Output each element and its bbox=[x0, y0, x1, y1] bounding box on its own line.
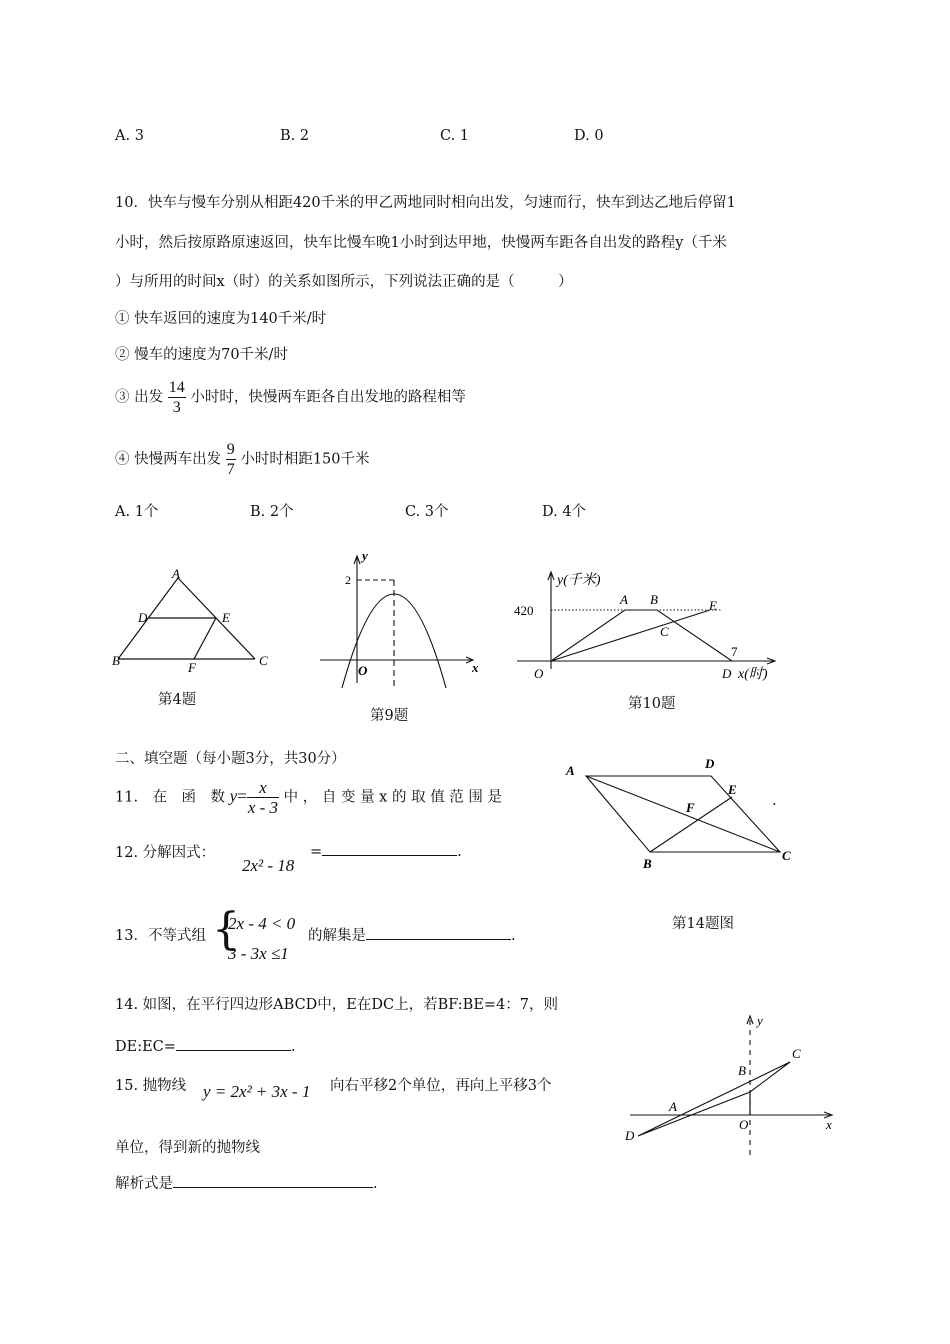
label-y: y bbox=[757, 1013, 763, 1028]
q9-option-c: C. 1 bbox=[440, 128, 470, 144]
q10-line2: 小时，然后按原路原速返回，快车比慢车晚1小时到达甲地，快慢两车距各自出发的路程y（千米 bbox=[115, 235, 727, 251]
fraction-14-3: $\frac{14}{3}$ bbox=[168, 379, 185, 416]
q10-line3: ）与所用的时间x（时）的关系如图所示，下列说法正确的是（ ） bbox=[115, 274, 573, 290]
q15-expression: y = 2x² + 3x - 1 bbox=[203, 1082, 311, 1101]
label-a: A bbox=[566, 763, 575, 778]
label-a: A bbox=[620, 592, 628, 607]
x-axis-label: x(时) bbox=[738, 667, 768, 682]
y-axis-label: y(千米) bbox=[557, 573, 601, 588]
system-brace: { bbox=[212, 904, 240, 955]
q10-option-a: A. 1个 bbox=[115, 504, 159, 520]
q15-line3: 解析式是 . bbox=[115, 1172, 378, 1193]
q10-option-b: B. 2个 bbox=[250, 504, 294, 520]
q13-inequality-2: 3 - 3x ≤1 bbox=[228, 944, 289, 963]
label-b: B bbox=[643, 856, 652, 869]
q14-answer-blank[interactable] bbox=[176, 1036, 291, 1051]
section2-title: 二、填空题（每小题3分，共30分） bbox=[115, 751, 346, 767]
label-c: C bbox=[660, 624, 669, 639]
figure-10 bbox=[512, 564, 792, 686]
q10-line1: 10．快车与慢车分别从相距420千米的甲乙两地同时相向出发，匀速而行，快车到达乙地后停留1 bbox=[115, 195, 736, 211]
q13-label: 13．不等式组 bbox=[115, 928, 206, 944]
label-o: O bbox=[534, 666, 544, 681]
label-y: y bbox=[362, 548, 368, 563]
q11-fraction: $\frac{x}{x - 3}$ bbox=[247, 778, 279, 817]
label-b: B bbox=[650, 592, 658, 607]
fig9-caption: 第9题 bbox=[370, 708, 409, 724]
fraction-9-7: $\frac{9}{7}$ bbox=[226, 441, 235, 478]
label-c: C bbox=[259, 653, 268, 668]
label-c: C bbox=[782, 848, 791, 863]
q10-option-d: D. 4个 bbox=[542, 504, 587, 520]
q13-answer-blank[interactable] bbox=[366, 925, 511, 940]
q9-option-d: D. 0 bbox=[574, 128, 604, 144]
q10-statement-2: ② 慢车的速度为70千米/时 bbox=[115, 347, 288, 363]
label-e: E bbox=[728, 782, 737, 797]
q15-answer-blank[interactable] bbox=[173, 1173, 373, 1188]
q15-line2: 单位，得到新的抛物线 bbox=[115, 1140, 260, 1156]
q15-text: 向右平移2个单位，再向上平移3个 bbox=[330, 1078, 552, 1094]
q13-inequality-1: 2x - 4 < 0 bbox=[228, 914, 296, 933]
label-b: B bbox=[112, 653, 120, 668]
label-c: C bbox=[792, 1046, 801, 1061]
label-o: O bbox=[739, 1117, 749, 1132]
q13-answer: 的解集是 . bbox=[308, 924, 516, 945]
fig14-caption: 第14题图 bbox=[672, 916, 734, 932]
q11-end: . bbox=[772, 793, 777, 809]
fig4-caption: 第4题 bbox=[158, 692, 197, 708]
q12-expression: 2x² - 18 bbox=[242, 856, 295, 875]
q10-statement-3: ③ 出发 $\frac{14}{3}$ 小时时，快慢两车距各自出发地的路程相等 bbox=[115, 379, 466, 416]
label-f: F bbox=[188, 660, 196, 675]
figure-14 bbox=[560, 754, 795, 869]
q12-answer: = . bbox=[310, 841, 462, 860]
label-e: E bbox=[709, 598, 717, 613]
label-a: A bbox=[172, 566, 180, 581]
q14-line1: 14. 如图，在平行四边形ABCD中，E在DC上，若BF:BE=4：7，则 bbox=[115, 997, 559, 1013]
q14-line2: DE:EC= . bbox=[115, 1036, 296, 1055]
label-d: D bbox=[705, 756, 715, 771]
q12-label: 12. 分解因式： bbox=[115, 845, 216, 861]
label-e: E bbox=[222, 610, 230, 625]
q9-option-a: A. 3 bbox=[115, 128, 144, 144]
label-x: x bbox=[472, 660, 479, 675]
label-d: D bbox=[625, 1128, 635, 1143]
q10-statement-4: ④ 快慢两车出发 $\frac{9}{7}$ 小时时相距150千米 bbox=[115, 441, 370, 478]
label-o: O bbox=[358, 663, 368, 678]
fig10-caption: 第10题 bbox=[628, 696, 676, 712]
label-d: D bbox=[138, 610, 148, 625]
q10-statement-1: ① 快车返回的速度为140千米/时 bbox=[115, 311, 327, 327]
label-a: A bbox=[669, 1099, 677, 1114]
label-2: 2 bbox=[345, 573, 351, 587]
q12-answer-blank[interactable] bbox=[322, 841, 457, 856]
q9-option-b: B. 2 bbox=[280, 128, 310, 144]
figure-4 bbox=[110, 566, 280, 676]
q10-option-c: C. 3个 bbox=[405, 504, 449, 520]
label-b: B bbox=[738, 1063, 746, 1078]
label-d: D bbox=[722, 666, 732, 681]
figure-9 bbox=[312, 548, 487, 688]
label-f: F bbox=[686, 800, 695, 815]
label-7: 7 bbox=[731, 644, 738, 659]
q11: 11. 在 函 数 y= $\frac{x}{x - 3}$ 中 ， 自 变 量 x 的 取 值 范 围 是 bbox=[115, 778, 503, 817]
q15-label: 15. 抛物线 bbox=[115, 1078, 187, 1094]
figure-15 bbox=[620, 1012, 840, 1157]
label-x: x bbox=[826, 1117, 832, 1132]
label-420: 420 bbox=[514, 603, 534, 618]
